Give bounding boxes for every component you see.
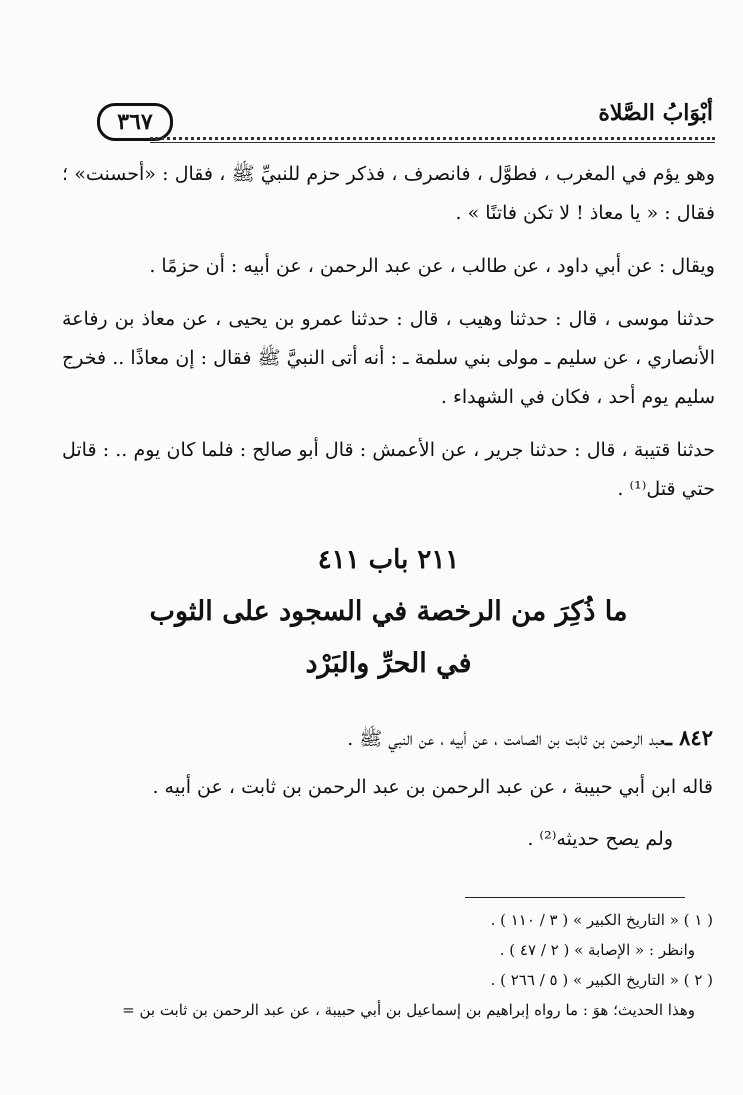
hadith-block (62, 718, 713, 859)
hadith-number: ٨٤٢ ـ (665, 725, 713, 750)
footnote-1: ( ١ ) « التاريخ الكبير » ( ٣ / ١١٠ ) . (490, 911, 713, 929)
chapter-title: ما ذُكِرَ من الرخصة في السجود على الثوب (149, 596, 628, 627)
footnote-rule (465, 897, 685, 898)
page-number-badge: ٣٦٧ (97, 103, 173, 141)
chapter-number: ٢١١ باب ٤١١ (317, 545, 460, 575)
body-text (62, 155, 715, 509)
paragraph-1: وهو يؤم في المغرب ، فطوَّل ، فانصرف ، فذكر حزم للنبيِّ ﷺ ، فقال : «أحسنت» ؛ فقال : « يا معاذ ! لا تكن فاتنًا » . (62, 163, 715, 224)
footnote-2b: وهذا الحديث؛ هوَ : ما رواه إبراهيم بن إسماعيل بن أبي حبيبة ، عن عبد الرحمن بن ثابت بن = (122, 1001, 695, 1019)
footnote-2: ( ٢ ) « التاريخ الكبير » ( ٥ / ٢٦٦ ) . (490, 971, 713, 989)
hadith-note: ولم يصح حديثه⁽²⁾ . (527, 828, 673, 850)
running-header-title: أبْوَابُ الصَّلاة (598, 100, 713, 126)
hadith-commentary: قاله ابن أبي حبيبة ، عن عبد الرحمن بن عبد الرحمن بن ثابت ، عن أبيه . (152, 776, 713, 798)
paragraph-2: ويقال : عن أبي داود ، عن طالب ، عن عبد الرحمن ، عن أبيه : أن حزمًا . (149, 255, 715, 277)
header-dotted-rule (150, 137, 715, 140)
hadith-text: عبد الرحمن بن ثابت بن الصامت ، عن أبيه ، عن النبي ﷺ . (347, 728, 666, 750)
hadith-842 (62, 718, 713, 759)
footnotes (50, 905, 713, 1025)
paragraph-3: حدثنا موسى ، قال : حدثنا وهيب ، قال : حدثنا عمرو بن يحيى ، عن معاذ بن رفاعة الأنصاري ، عن سليم ـ مولى بني سلمة ـ : أنه أتى النبيَّ ﷺ فقال : إن معاذًا .. فخرج سليم يوم أحد ، فكان في الشهداء . (62, 308, 715, 408)
paragraph-4: حدثنا قتيبة ، قال : حدثنا جرير ، عن الأعمش : قال أبو صالح : فلما كان يوم .. : قاتل حتي قتل⁽¹⁾ . (62, 439, 715, 500)
chapter-subtitle: في الحرِّ والبَرْد (305, 648, 472, 679)
footnote-1b: وانظر : « الإصابة » ( ٢ / ٤٧ ) . (499, 941, 695, 959)
header-rule (150, 142, 715, 143)
